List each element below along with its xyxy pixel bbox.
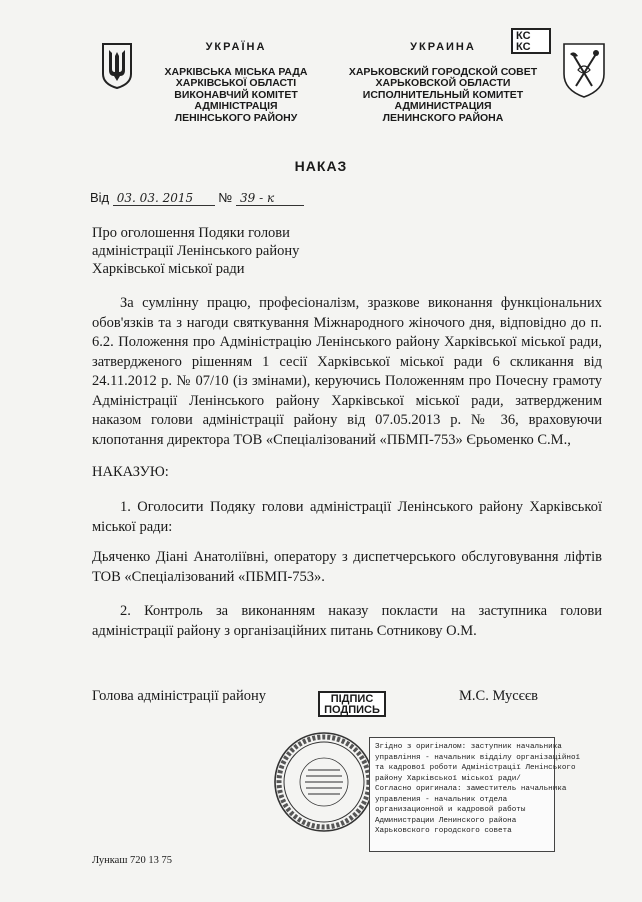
kharkiv-coat-of-arms-icon [556, 40, 612, 100]
header-ukrainian [150, 42, 322, 124]
date-label: Від [90, 190, 110, 205]
certification-line: району Харківської міської ради/ [375, 774, 521, 783]
certification-line: организационной и кадровой работы [375, 806, 526, 814]
corner-stamp-line: КС [516, 41, 531, 53]
handwritten-number: 39 - к [236, 191, 304, 206]
header-line: ХАРКІВСЬКА МІСЬКА РАДА [164, 65, 308, 78]
signature-stamp [318, 691, 386, 717]
signature-stamp-line: ПІДПИС [330, 693, 374, 705]
certification-line: управління - начальник відділу організаційної [375, 753, 581, 762]
country-name-ru: УКРАИНА [410, 41, 476, 53]
preamble-paragraph: За сумлінну працю, професіоналізм, зразкове виконання функціональних обов'язків та з нагоди святкування Міжнародного жіночого дня, відповідно до п. 6.2. Положення про Адміністрацію Ленінського району Харківської міської ради, затвердженого рішенням 1 сесії Харківської міської ради 6 скликання від 24.11.2012 р. № 07/10 (із змінами), керуючись Положенням про Почесну грамоту Адміністрації Ленінського району Харківської міської ради, затвердженим наказом голови адміністрації району від 07.05.2013 р. № 36, враховуючи клопотання директора ТОВ «Спеціалізований «ПБМП-753» Єрьоменко С.М., [92, 295, 602, 448]
header-line: ХАРЬКОВСКОЙ ОБЛАСТИ [375, 77, 511, 89]
signatory-position: Голова адміністрації району [92, 688, 266, 704]
corner-stamp [511, 28, 551, 54]
certification-line: Администрации Ленинского района [375, 816, 517, 825]
header-line: ЛЕНИНСКОГО РАЙОНА [382, 111, 504, 124]
corner-stamp-line: КС [516, 30, 531, 42]
certification-line: та кадрової роботи Адміністрації Ленінського [375, 764, 576, 772]
number-label: № [218, 190, 233, 205]
header-line: ИСПОЛНИТЕЛЬНЫЙ КОМИТЕТ [362, 88, 524, 101]
certification-stamp [369, 737, 581, 852]
header-line: ЛЕНІНСЬКОГО РАЙОНУ [174, 111, 298, 124]
certification-line: управления - начальник отдела [375, 795, 508, 804]
signatory-name: М.С. Мусєєв [459, 688, 538, 704]
header-line: АДМИНИСТРАЦИЯ [394, 100, 492, 112]
order-word: НАКАЗУЮ: [92, 464, 169, 480]
footer-note: Лункаш 720 13 75 [92, 855, 173, 866]
header-russian [338, 42, 548, 124]
award-recipient: Дьяченко Діані Анатоліївні, оператору з диспетчерського обслуговування ліфтів ТОВ «Спеціалізований «ПБМП-753». [92, 549, 602, 585]
header-line: ХАРКІВСЬКОЇ ОБЛАСТІ [175, 77, 297, 89]
certification-line: Харьковского городского совета [375, 827, 512, 835]
country-name-ua: УКРАЇНА [205, 41, 267, 53]
signature-stamp-line: ПОДПИСЬ [324, 704, 380, 716]
document-title: НАКАЗ [294, 158, 348, 174]
official-round-seal [272, 730, 376, 834]
order-subject: Про оголошення Подяки голови адміністрації Ленінського району Харківської міської ради [92, 225, 300, 277]
handwritten-date: 03. 03. 2015 [113, 191, 215, 206]
header-line: ВИКОНАВЧИЙ КОМІТЕТ [174, 88, 298, 101]
header-line: ХАРЬКОВСКИЙ ГОРОДСКОЙ СОВЕТ [348, 65, 538, 78]
order-item-2: 2. Контроль за виконанням наказу покласти на заступника голови адміністрації району з організаційних питань Сотникову О.М. [92, 603, 602, 639]
certification-line: Згідно з оригіналом: заступник начальника [375, 743, 562, 751]
order-item-1: 1. Оголосити Подяку голови адміністрації Ленінського району Харківської міської ради: [92, 499, 602, 535]
certification-line: Согласно оригинала: заместитель начальника [375, 785, 567, 793]
date-number-line [90, 190, 304, 206]
ukraine-coat-of-arms-icon [100, 42, 134, 90]
header-line: АДМІНІСТРАЦІЯ [194, 100, 278, 112]
